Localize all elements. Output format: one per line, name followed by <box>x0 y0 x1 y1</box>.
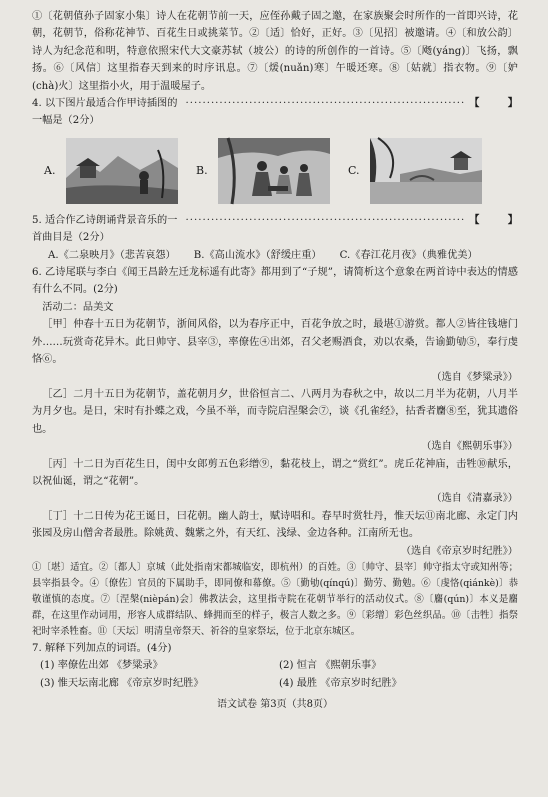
question-4 <box>32 95 518 130</box>
passage-bing: ［丙］十二日为百花生日，闺中女郎剪五色彩缯⑨，黏花枝上，谓之“赏红”。虎丘花神庙，击牲⑩献乐，以祝仙诞，谓之“花朝”。 <box>32 458 518 487</box>
option-b-label: B. <box>196 164 208 178</box>
answer-bracket-4[interactable]: 【 】 <box>469 97 518 110</box>
passage-ding: ［丁］十二日传为花王诞日，曰花朝。幽人韵士，赋诗唱和。春早时赏牡丹，惟天坛⑪南北廊、永定门内张园及房山僧舍者最胜。除姚黄、魏紫之外，有天红、浅绿、金边各种。江南所无也。 <box>32 510 518 540</box>
dotted-leader: ·································································· <box>185 214 466 226</box>
question-7-item-1[interactable]: (1) 率僚佐出郊 《梦粱录》 <box>40 660 163 672</box>
passage-notes: ①〔堪〕适宜。②〔都人〕京城（此处指南宋都城临安，即杭州）的百姓。③〔帅守、县宰〕帅守指太守或知州等；县宰指县令。④〔僚佐〕官员的下属助手，即同僚和幕僚。⑤〔勤劬(qínqú)〕勤劳、勤勉。⑥〔虔恪(qiánkè)〕恭敬谨慎的态度。⑦〔涅槃(nièpán)会〕佛教法会，这里指寺院在花朝节举行的活动仪式。⑧〔麕(qún)〕本义是麕群，在这里作动词用，形容人成群结队、蜂拥而至的样子，极言人数之多。⑨〔彩缯〕彩色丝织品。⑩〔击牲〕指祭祀时宰杀牲畜。⑪〔天坛〕明清皇帝祭天、祈谷的皇家祭坛，位于北京东城区。 <box>32 561 518 637</box>
page-footer: 语文试卷 第3页（共8页） <box>217 699 333 711</box>
question-7-item-3[interactable]: (3) 惟天坛南北廊 《帝京岁时纪胜》 <box>40 677 204 689</box>
poem-notes: ①〔花朝值孙子固家小集〕诗人在花朝节前一天，应侄孙戴子固之邀，在家族聚会时所作的一首即兴诗，花朝，花朝节，俗称花神节、百花生日或挑菜节。②〔适〕恰好，正好。③〔见招〕被邀请。④〔和放公韵〕诗人为纪念范和明，特意依照宋代大文豪苏轼（坡公）的诗的所创作的一首诗。⑤〔飏(yáng)〕飞扬，飘扬。⑥〔风信〕这里指春天到来的时序讯息。⑦〔煖(nuǎn)寒〕午暖还寒。⑧〔姑就〕指衣物。⑨〔妒(chà)火〕这里指小火，用于温暖屋子。 <box>32 11 518 92</box>
activity-title: 活动二：品美文 <box>42 301 114 313</box>
illustration-options <box>44 138 518 204</box>
question-7-item-2[interactable]: (2) 恒言 《熙朝乐事》 <box>279 660 382 672</box>
option-c-label: C. <box>348 164 360 178</box>
question-7-item-4[interactable]: (4) 最胜 《帝京岁时纪胜》 <box>279 677 402 689</box>
option-a[interactable]: A.《二泉映月》（悲苦哀怨） <box>48 249 176 261</box>
option-c[interactable]: C.《春江花月夜》（典雅优美） <box>339 249 478 261</box>
passage-bing-source: （选自《清嘉录》） <box>431 493 518 505</box>
option-b[interactable]: B.《高山流水》（舒缓庄重） <box>193 249 322 261</box>
lake-bridge-icon <box>370 138 482 204</box>
figures-gathering-icon <box>218 138 330 204</box>
question-7: 7. 解释下列加点的词语。(4分) <box>32 642 172 654</box>
dotted-leader: ·································································· <box>185 98 466 110</box>
passage-yi: ［乙］二月十五日为花朝节，盖花朝月夕，世俗恒言二、八两月为春秋之中，故以二月半为花朝，八月半为月夕也。是日，宋时有扑蝶之戏，今虽不举，而寺院启涅槃会⑦，谈《孔雀经》，拈香者麕⑧至，犹其遗俗也。 <box>32 388 518 435</box>
passage-jia-source: （选自《梦粱录》） <box>431 371 518 383</box>
question-5-options <box>48 247 518 264</box>
question-4-text: 4. 以下图片最适合作甲诗插图的一幅是（2分） <box>32 98 178 127</box>
question-7-row-1 <box>40 657 518 674</box>
question-7-row-2 <box>40 675 518 692</box>
passage-jia: ［甲］仲春十五日为花朝节，浙间风俗，以为春序正中，百花争放之时，最堪①游赏。都人②皆往钱塘门外……玩赏奇花异木。此日帅守、县宰③，率僚佐④出郊，召父老赐酒食，劝以农桑，告谕勤劬⑤，奉行虔恪⑥。 <box>32 319 518 366</box>
answer-bracket-5[interactable]: 【 】 <box>469 213 518 226</box>
option-a-label: A. <box>44 164 56 178</box>
landscape-pavilion-icon <box>66 138 178 204</box>
question-6: 6. 乙诗尾联与李白《闻王昌龄左迁龙标遥有此寄》都用到了“子规”，请简析这个意象在两首诗中表达的情感有什么不同。(2分) <box>32 267 518 296</box>
passage-ding-source: （选自《帝京岁时纪胜》） <box>400 545 518 557</box>
question-5 <box>32 212 518 247</box>
question-5-text: 5. 适合作乙诗朗诵背景音乐的一首曲目是（2分） <box>32 214 178 244</box>
passage-yi-source: （选自《熙朝乐事》） <box>421 441 518 453</box>
